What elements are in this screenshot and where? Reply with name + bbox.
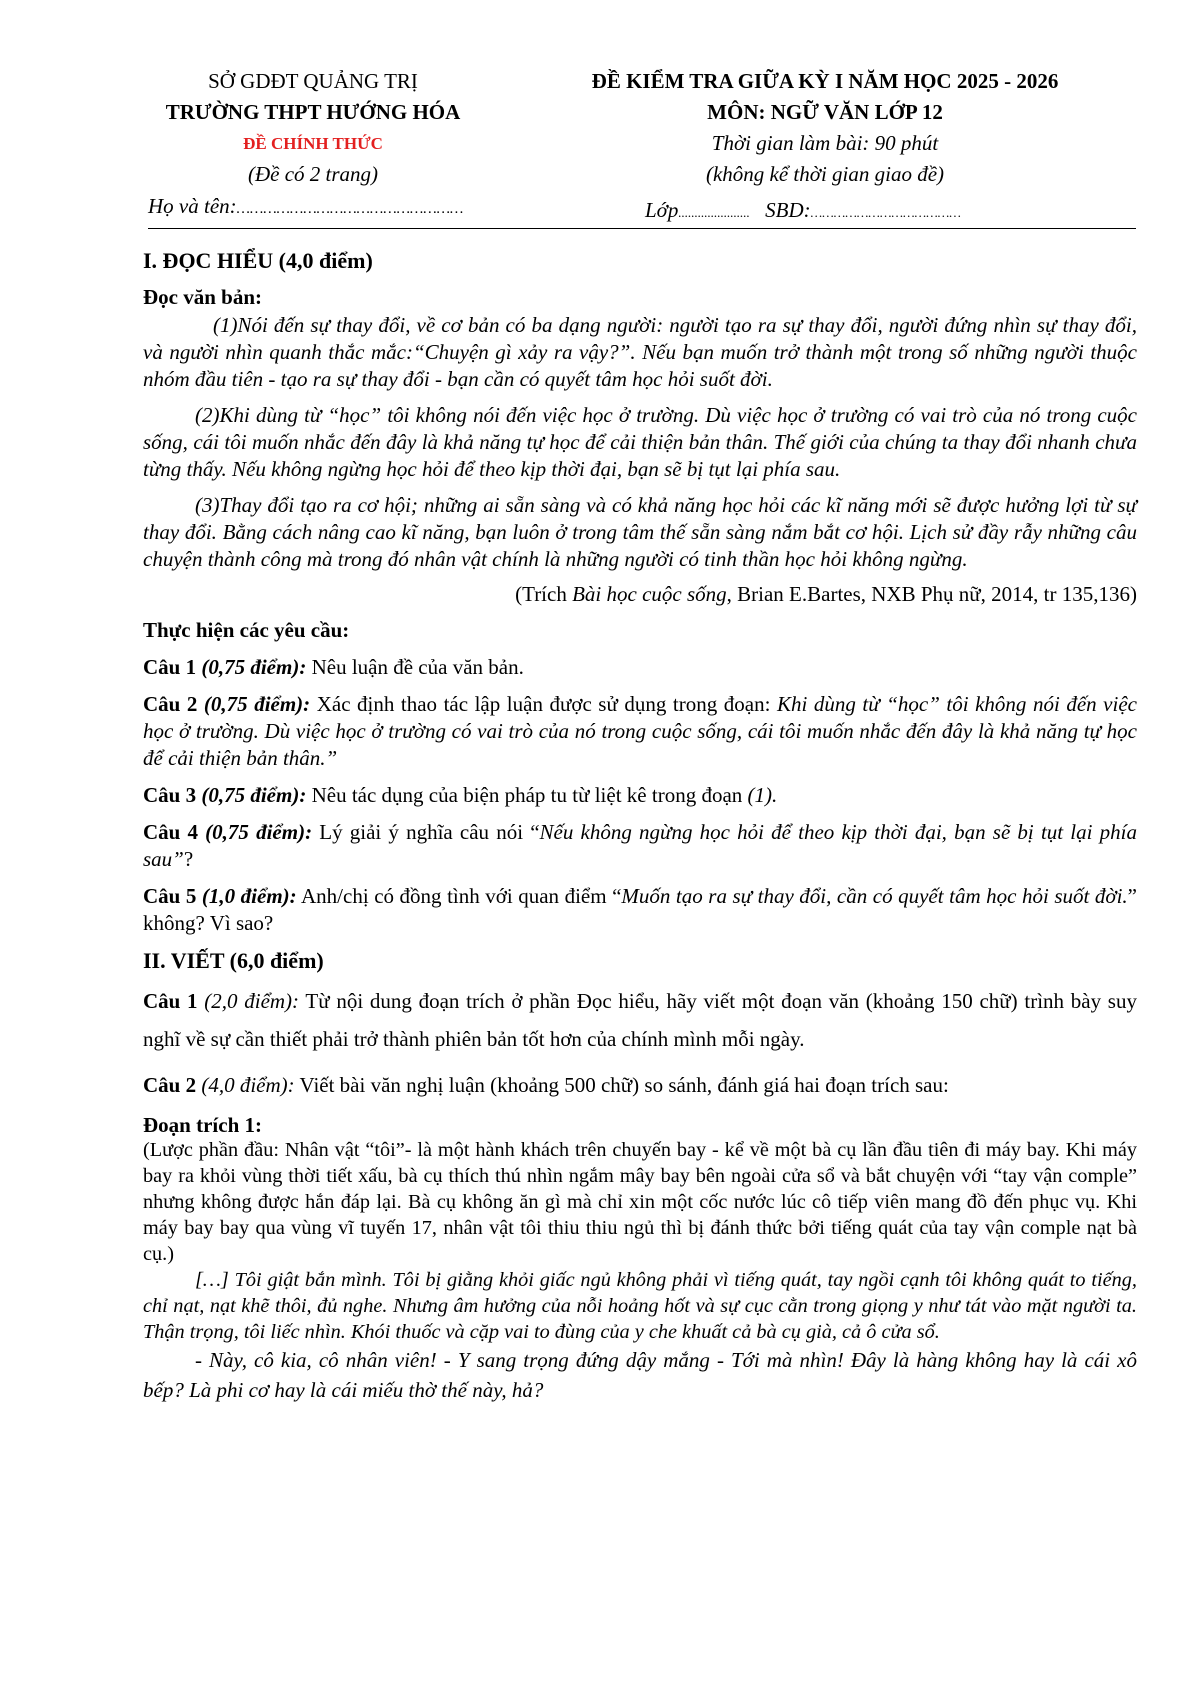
question-label: Câu 1 — [143, 655, 197, 679]
excerpt-1-summary: (Lược phần đầu: Nhân vật “tôi”- là một hành khách trên chuyến bay - kể về một bà cụ lần đầu tiên đi máy bay. Khi máy bay ra khỏi vùng thời tiết xấu, bà cụ thích thú nhìn ngắm mây bay bên ngoài cửa sổ và bắt chuyện với “tay vận comple” nhưng không được hắn đáp lại. Bà cụ không ăn gì mà chỉ xin một cốc nước lúc cô tiếp viên mang đồ đến phục vụ. Khi máy bay bay qua vùng vĩ tuyến 17, nhân vật tôi thiu thiu ngủ thì bị đánh thức bởi tiếng quát của tay vận comple nạt bà cụ.) — [143, 1139, 1137, 1265]
question-tail: ” không? Vì sao? — [143, 884, 1137, 935]
official-label: ĐỀ CHÍNH THỨC — [243, 134, 383, 153]
question-1 — [143, 654, 1137, 681]
passage-paragraph-2: (2)Khi dùng từ “học” tôi không nói đến việc học ở trường. Dù việc học ở trường có vai trò của nó trong cuộc sống, cái tôi muốn nhắc đến đây là khả năng tự học để cải thiện bản thân. Thế giới của chúng ta thay đổi nhanh chưa từng thấy. Nếu không ngừng học hỏi để theo kịp thời đại, bạn sẽ bị tụt lại phía sau. — [143, 403, 1137, 481]
question-label: Câu 4 — [143, 820, 199, 844]
header-divider — [148, 228, 1136, 229]
class-sbd-field[interactable] — [645, 197, 961, 226]
exam-time: Thời gian làm bài: 90 phút — [711, 131, 939, 155]
source-suffix: , Brian E.Bartes, NXB Phụ nữ, 2014, tr 135,136) — [726, 582, 1137, 606]
header-left — [128, 66, 498, 190]
question-points: (1,0 điểm): — [196, 884, 297, 908]
question-2 — [143, 691, 1137, 772]
exam-title: ĐỀ KIỂM TRA GIỮA KỲ I NĂM HỌC 2025 - 2026 — [591, 69, 1059, 93]
question-points: (0,75 điểm): — [196, 783, 307, 807]
sbd-fill-line: ………………………………… — [810, 205, 961, 220]
passage-paragraph-1: (1)Nói đến sự thay đổi, về cơ bản có ba dạng người: người tạo ra sự thay đổi, người đứng nhìn sự thay đổi, và người nhìn quanh thắc mắc:“Chuyện gì xảy ra vậy?”. Nếu bạn muốn trở thành một trong số những người thuộc nhóm đầu tiên - tạo ra sự thay đổi - bạn cần có quyết tâm học hỏi suốt đời. — [143, 313, 1137, 391]
question-4 — [143, 819, 1137, 873]
question-quote: Khi dùng từ “học” tôi không nói đến việc học ở trường. Dù việc học ở trường có vai trò của nó trong cuộc sống, cái tôi muốn nhắc đến đây là khả năng tự học để cải thiện bản thân.” — [143, 692, 1137, 770]
name-fill-line: …………………………………………… — [236, 201, 464, 217]
question-text: Nêu tác dụng của biện pháp tu từ liệt kê trong đoạn — [306, 783, 748, 807]
header-right — [545, 66, 1105, 190]
question-label: Câu 2 — [143, 692, 198, 716]
question-quote: Nếu không ngừng học hỏi để theo kịp thời đại, bạn sẽ bị tụt lại phía sau” — [143, 820, 1137, 871]
writing-question-2 — [143, 1072, 1137, 1099]
part1-heading: I. ĐỌC HIỂU (4,0 điểm) — [143, 248, 373, 273]
question-text: Lý giải ý nghĩa câu nói “ — [312, 820, 540, 844]
question-text: Anh/chị có đồng tình với quan điểm “ — [296, 884, 622, 908]
exam-time-note: (không kể thời gian giao đề) — [705, 162, 945, 186]
department-name: SỞ GDĐT QUẢNG TRỊ — [208, 69, 418, 93]
source-title: Bài học cuộc sống — [572, 582, 727, 606]
question-points: (0,75 điểm): — [198, 820, 313, 844]
question-text: Từ nội dung đoạn trích ở phần Đọc hiểu, hãy viết một đoạn văn (khoảng 150 chữ) trình bày suy nghĩ về sự cần thiết phải trở thành phiên bản tốt hơn của chính mình mỗi ngày. — [143, 989, 1137, 1051]
name-label: Họ và tên: — [148, 194, 237, 218]
question-label: Câu 3 — [143, 783, 197, 807]
question-5 — [143, 883, 1137, 937]
question-points: (0,75 điểm): — [196, 655, 307, 679]
school-name: TRƯỜNG THPT HƯỚNG HÓA — [165, 100, 461, 124]
question-text: Xác định thao tác lập luận được sử dụng trong đoạn: — [310, 692, 777, 716]
question-label: Câu 2 — [143, 1073, 197, 1097]
student-name-field[interactable] — [148, 193, 463, 223]
subject-title: MÔN: NGỮ VĂN LỚP 12 — [707, 100, 943, 124]
passage-paragraph-3: (3)Thay đổi tạo ra cơ hội; những ai sẵn sàng và có khả năng học hỏi các kĩ năng mới sẽ được hưởng lợi từ sự thay đổi. Bằng cách nâng cao kĩ năng, bạn luôn ở trong tâm thế sẵn sàng nắm bắt cơ hội. Lịch sử đầy rẫy những câu chuyện thành công mà trong đó nhân vật chính là những người có tinh thần học hỏi không ngừng. — [143, 493, 1137, 571]
exam-body — [143, 246, 1137, 1405]
part2-heading: II. VIẾT (6,0 điểm) — [143, 948, 324, 973]
question-3 — [143, 782, 1137, 809]
question-tail: ? — [183, 847, 194, 871]
question-points: (2,0 điểm): — [197, 989, 300, 1013]
question-quote: Muốn tạo ra sự thay đổi, cần có quyết tâm học hỏi suốt đời. — [621, 884, 1128, 908]
sbd-label: SBD: — [765, 198, 811, 222]
question-text: Viết bài văn nghị luận (khoảng 500 chữ) so sánh, đánh giá hai đoạn trích sau: — [294, 1073, 949, 1097]
question-quote: (1). — [747, 783, 778, 807]
question-points: (4,0 điểm): — [196, 1073, 295, 1097]
source-prefix: (Trích — [515, 582, 573, 606]
page-count: (Đề có 2 trang) — [247, 162, 379, 186]
excerpt-1-label: Đoạn trích 1: — [143, 1113, 262, 1137]
class-fill-line: ...................... — [678, 205, 750, 220]
read-label: Đọc văn bản: — [143, 285, 263, 309]
question-text: Nêu luận đề của văn bản. — [306, 655, 524, 679]
class-label: Lớp — [645, 198, 679, 222]
question-points: (0,75 điểm): — [197, 692, 311, 716]
excerpt-1-text: […] Tôi giật bắn mình. Tôi bị giằng khỏi giấc ngủ không phải vì tiếng quát, tay ngồi cạnh tôi không quát to tiếng, chỉ nạt, nạt khẽ thôi, đủ nghe. Nhưng âm hưởng của nỗi hoảng hốt và sự cục cằn trong giọng y như tát vào mặt người ta. Thận trọng, tôi liếc nhìn. Khói thuốc và cặp vai to đùng của y che khuất cả bà cụ già, cả ô cửa sổ. — [143, 1269, 1137, 1343]
question-label: Câu 1 — [143, 989, 198, 1013]
writing-question-1 — [143, 982, 1137, 1058]
excerpt-1-dialogue: - Này, cô kia, cô nhân viên! - Y sang trọng đứng dậy mắng - Tới mà nhìn! Đây là hàng không hay là cái xô bếp? Là phi cơ hay là cái miếu thờ thế này, hả? — [143, 1348, 1137, 1402]
tasks-label: Thực hiện các yêu cầu: — [143, 618, 350, 642]
question-label: Câu 5 — [143, 884, 197, 908]
passage-source — [143, 581, 1137, 608]
